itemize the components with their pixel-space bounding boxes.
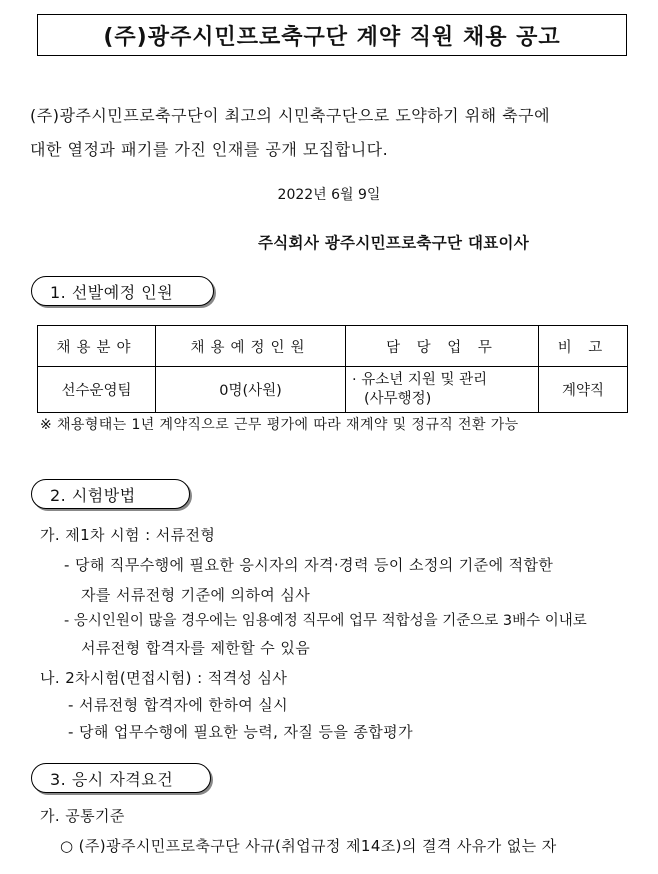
- col-remarks: 비 고: [539, 326, 628, 367]
- table-row: [38, 367, 628, 413]
- exam-stage-1-item-1-line-2: 자를 서류전형 기준에 의하여 심사: [81, 586, 311, 604]
- exam-stage-1-item-2-line-2: 서류전형 합격자를 제한할 수 있음: [81, 639, 311, 657]
- table-header-row: [38, 326, 628, 367]
- notice-date: 2022년 6월 9일: [277, 187, 381, 203]
- exam-stage-1-title: 가. 제1차 시험 : 서류전형: [40, 526, 216, 544]
- cell-remarks: 계약직: [539, 367, 628, 413]
- section-1-heading: 1. 선발예정 인원: [31, 276, 214, 306]
- col-duty: 담 당 업 무: [346, 326, 539, 367]
- intro-line-2: 대한 열정과 패기를 가진 인재를 공개 모집합니다.: [30, 140, 389, 159]
- cell-count: 0명(사원): [156, 367, 346, 413]
- section-3-heading: 3. 응시 자격요건: [31, 763, 211, 793]
- col-field: 채용분야: [38, 326, 156, 367]
- qualification-common-title: 가. 공통기준: [40, 807, 125, 825]
- exam-stage-2-item-2: - 당해 업무수행에 필요한 능력, 자질 등을 종합평가: [68, 723, 413, 741]
- exam-stage-2-title: 나. 2차시험(면접시험) : 적격성 심사: [40, 669, 288, 687]
- section-2-heading: 2. 시험방법: [31, 479, 190, 509]
- duty-line-1: · 유소년 지원 및 관리: [352, 371, 488, 388]
- notice-title: (주)광주시민프로축구단 계약 직원 채용 공고: [37, 14, 627, 56]
- col-count: 채용예정인원: [156, 326, 346, 367]
- organization-signature: 주식회사 광주시민프로축구단 대표이사: [258, 234, 530, 252]
- intro-line-1: (주)광주시민프로축구단이 최고의 시민축구단으로 도약하기 위해 축구에: [30, 106, 551, 125]
- employment-note: ※ 채용형태는 1년 계약직으로 근무 평가에 따라 재계약 및 정규직 전환 가능: [40, 417, 519, 433]
- cell-duty: [346, 367, 539, 413]
- cell-field: 선수운영팀: [38, 367, 156, 413]
- recruitment-table: [37, 325, 628, 413]
- exam-stage-1-item-2-line-1: - 응시인원이 많을 경우에는 임용예정 직무에 업무 적합성을 기준으로 3배수 이내로: [64, 613, 587, 629]
- exam-stage-2-item-1: - 서류전형 합격자에 한하여 실시: [68, 696, 289, 714]
- exam-stage-1-item-1-line-1: - 당해 직무수행에 필요한 응시자의 자격·경력 등이 소정의 기준에 적합한: [64, 556, 554, 574]
- duty-line-2: (사무행정): [364, 390, 432, 407]
- qualification-common-item-1: ○ (주)광주시민프로축구단 사규(취업규정 제14조)의 결격 사유가 없는 자: [60, 837, 557, 855]
